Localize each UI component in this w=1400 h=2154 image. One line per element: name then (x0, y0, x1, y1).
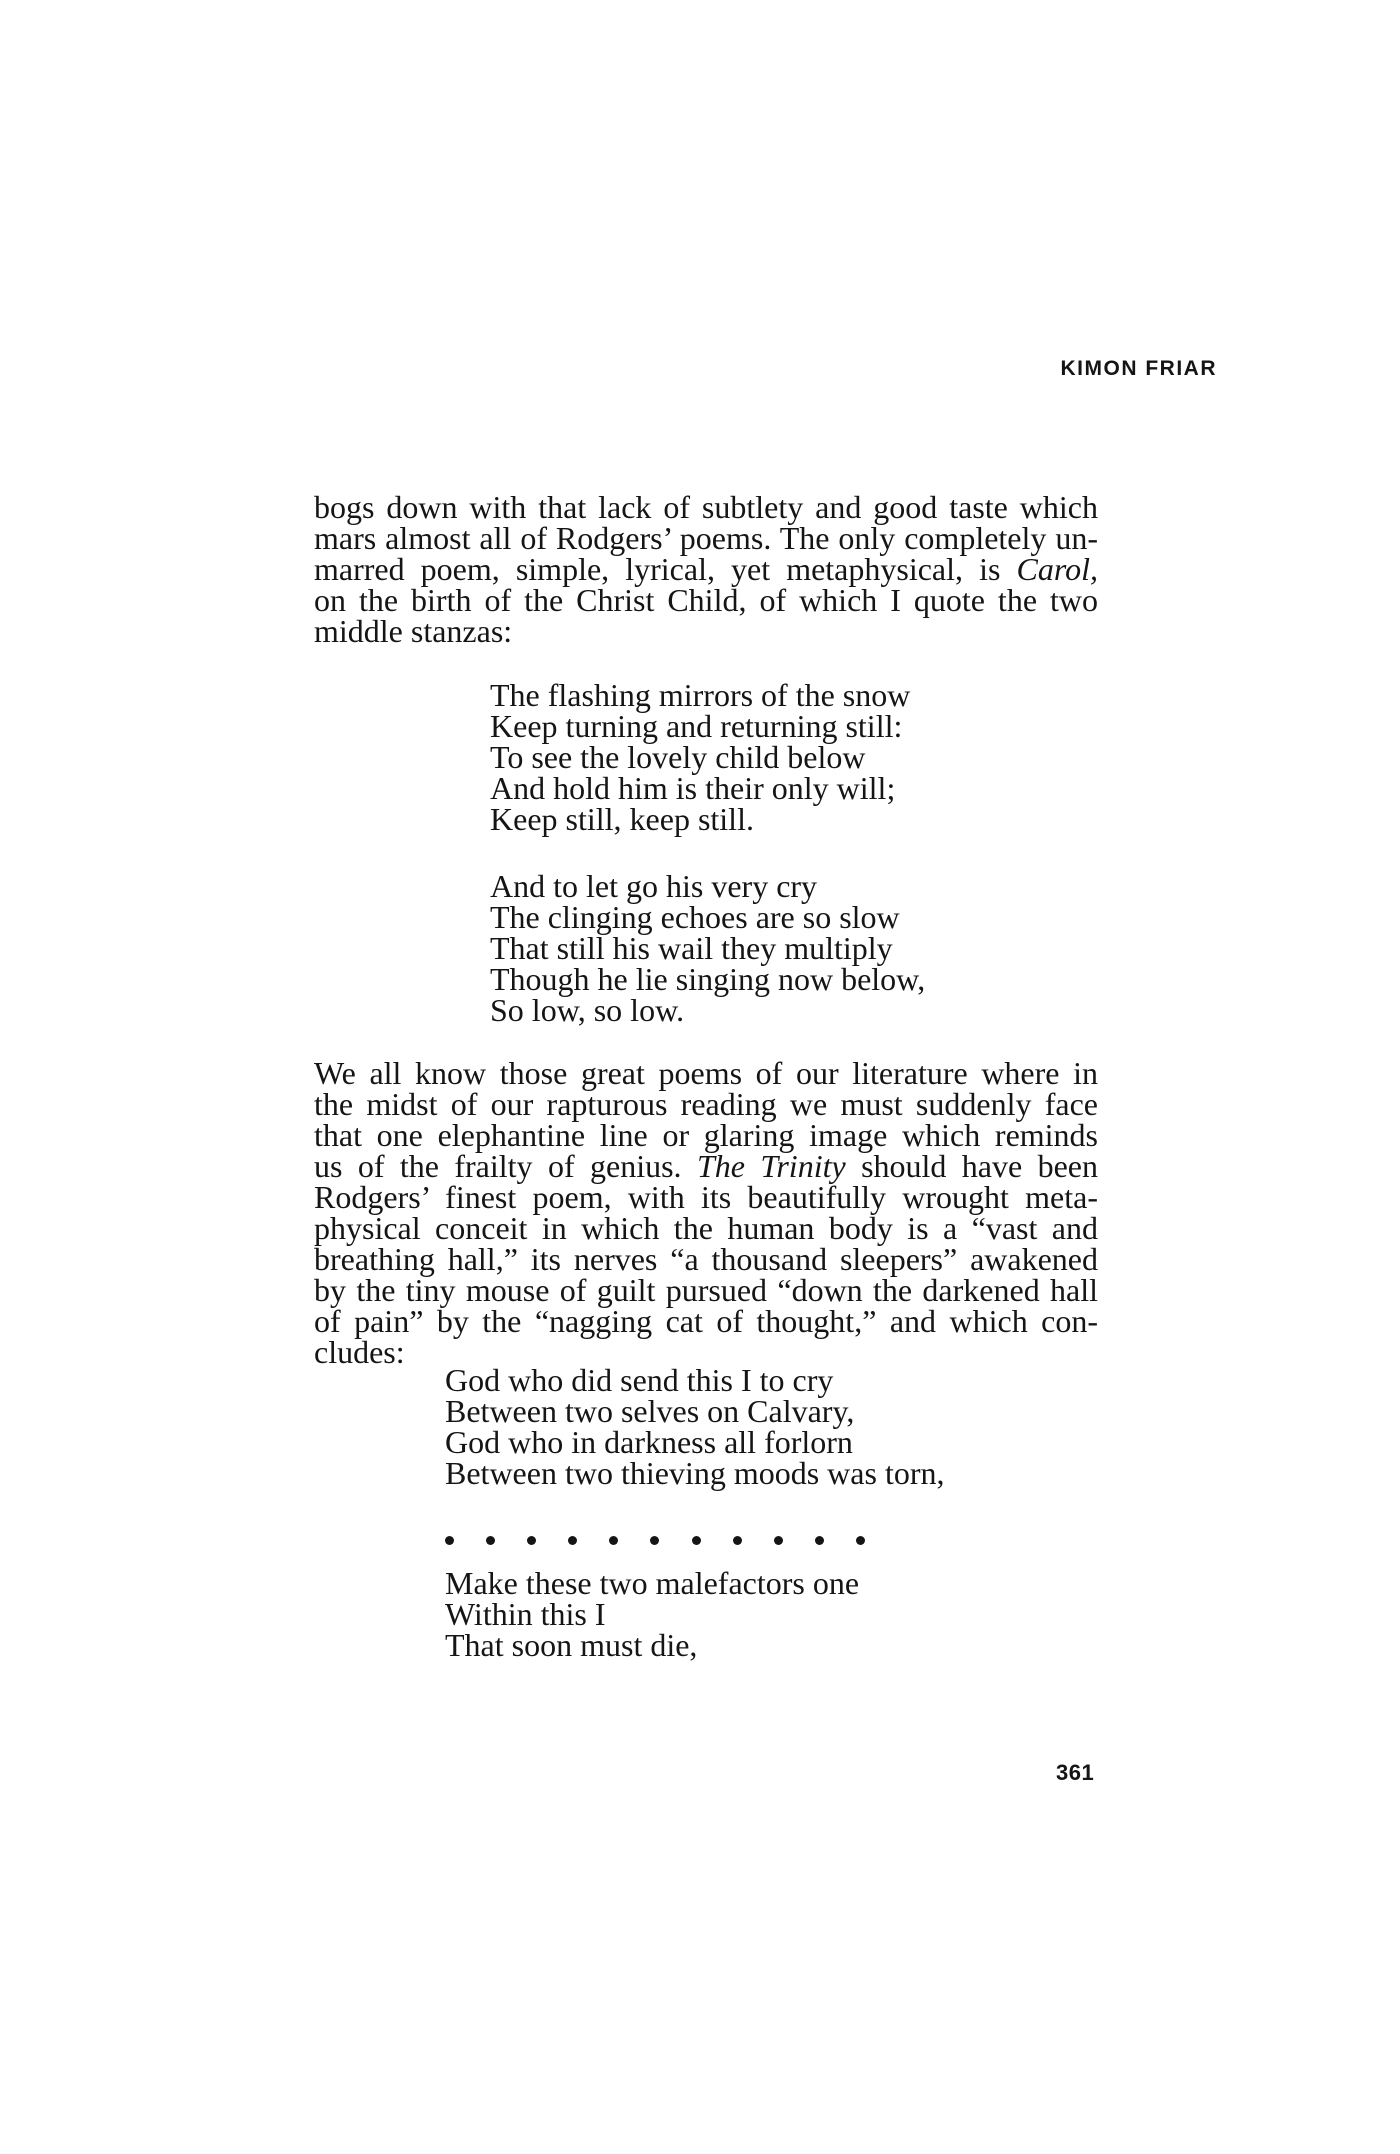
omission-dot (568, 1536, 577, 1545)
verse-line: The clinging echoes are so slow (490, 899, 900, 935)
omission-dot (733, 1536, 742, 1545)
verse-line: That still his wail they multiply (490, 930, 893, 966)
text-line: bogs down with that lack of subtlety and good taste which (314, 489, 1098, 525)
poem-stanza-carol-2 (490, 868, 926, 1028)
text-line (314, 1148, 1099, 1184)
verse-line: Within this I (445, 1596, 606, 1632)
verse-line: To see the lovely child below (490, 739, 866, 775)
text-line: the midst of our rapturous reading we must suddenly face (314, 1086, 1098, 1122)
omission-dots (445, 1530, 865, 1550)
text-line: physical conceit in which the human body is a “vast and (314, 1210, 1098, 1246)
text-line: by the tiny mouse of guilt pursued “down the darkened hall (314, 1272, 1098, 1308)
verse-line: So low, so low. (490, 992, 685, 1028)
omission-dot (445, 1536, 454, 1545)
omission-dot (486, 1536, 495, 1545)
poem-title-trinity: The Trinity (696, 1148, 846, 1184)
omission-dot (650, 1536, 659, 1545)
text-line (314, 551, 1098, 587)
verse-line: Make these two malefactors one (445, 1565, 860, 1601)
paragraph-carol-intro (314, 489, 1098, 649)
text-line-part: marred poem, simple, lyrical, yet metaphysical, is (314, 551, 1017, 587)
verse-line: The flashing mirrors of the snow (490, 677, 911, 713)
omission-dot (609, 1536, 618, 1545)
text-line: that one elephantine line or glaring image which reminds (314, 1117, 1098, 1153)
omission-dot (856, 1536, 865, 1545)
text-line: breathing hall,” its nerves “a thousand sleepers” awakened (314, 1241, 1098, 1277)
omission-dot (774, 1536, 783, 1545)
verse-line: And to let go his very cry (490, 868, 818, 904)
paragraph-trinity (314, 1055, 1099, 1370)
running-head-author: KIMON FRIAR (1060, 357, 1217, 380)
verse-line: That soon must die, (445, 1627, 698, 1663)
text-line: middle stanzas: (314, 613, 513, 649)
poem-stanza-carol-1 (490, 677, 911, 837)
omission-dot (815, 1536, 824, 1545)
text-line: Rodgers’ finest poem, with its beautifully wrought meta- (314, 1179, 1098, 1215)
verse-line: Between two thieving moods was torn, (445, 1455, 945, 1491)
verse-line: Keep still, keep still. (490, 801, 754, 837)
text-line: on the birth of the Christ Child, of which I quote the two (314, 582, 1098, 618)
page-number: 361 (1056, 1760, 1095, 1785)
text-line-part: should have been (845, 1148, 1099, 1184)
omission-dot (692, 1536, 701, 1545)
poem-stanza-trinity-1 (445, 1362, 945, 1491)
verse-line: God who in darkness all forlorn (445, 1424, 853, 1460)
verse-line: Though he lie singing now below, (490, 961, 926, 997)
text-line: We all know those great poems of our literature where in (314, 1055, 1098, 1091)
omission-dot (527, 1536, 536, 1545)
poem-stanza-trinity-2 (445, 1565, 860, 1663)
verse-line: Keep turning and returning still: (490, 708, 903, 744)
verse-line: Between two selves on Calvary, (445, 1393, 855, 1429)
text-line: of pain” by the “nagging cat of thought,” and which con- (314, 1303, 1098, 1339)
text-line: mars almost all of Rodgers’ poems. The only completely un- (314, 520, 1098, 556)
verse-line: And hold him is their only will; (490, 770, 896, 806)
poem-title-carol: Carol, (1016, 551, 1098, 587)
text-line-part: us of the frailty of genius. (314, 1148, 697, 1184)
verse-line: God who did send this I to cry (445, 1362, 834, 1398)
text-line: cludes: (314, 1334, 405, 1370)
